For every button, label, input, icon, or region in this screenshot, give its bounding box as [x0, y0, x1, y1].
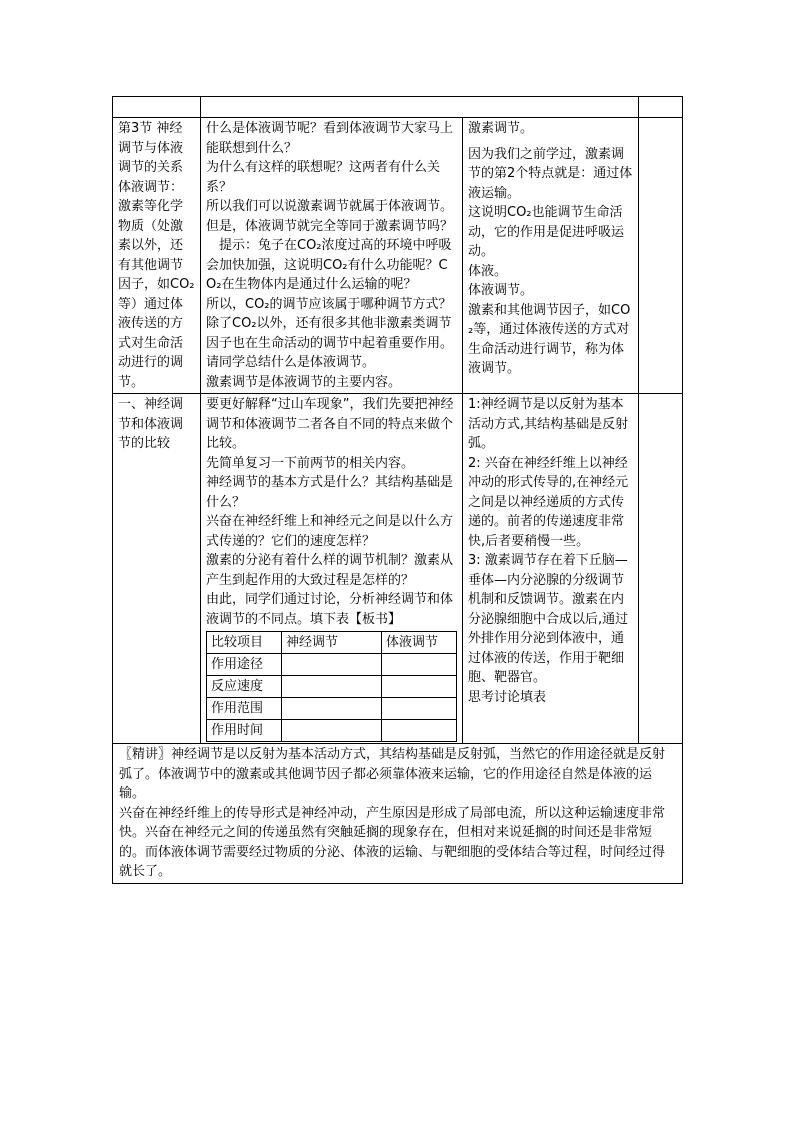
paragraph: 2: 兴奋在神经纤维上以神经冲动的形式传导的,在神经元之间是以神经递质的方式传递的。前者的传递速度非常快,后者要稍慢一些。 — [468, 455, 629, 549]
table-row — [113, 744, 683, 884]
paragraph: 先简单复习一下前两节的相关内容。 — [206, 455, 415, 471]
table-row — [113, 394, 683, 744]
paragraph: 思考讨论填表 — [468, 689, 547, 705]
paragraph: 因为我们之前学过，激素调节的第2个特点就是：通过体液运输。 — [468, 146, 633, 201]
explanation-cell — [113, 744, 683, 884]
paragraph: 所以我们可以说激素调节就属于体液调节。但是，体液调节就完全等同于激素调节吗？ — [206, 199, 454, 234]
lesson-plan-table — [112, 96, 683, 884]
paragraph: 兴奋在神经纤维上的传导形式是神经冲动，产生原因是形成了局部电流，所以这种运输速度非常快。兴奋在神经元之间的传递虽然有突触延搁的现象存在，但相对来说延搁的时间还是非常短的。而体液体调节需要经过物质的分泌、体液的运输、与靶细胞的受体结合等过程，时间经过得就长了。 — [119, 805, 666, 879]
student-activity-cell — [463, 118, 639, 394]
paragraph: 要更好解释“过山车现象”，我们先要把神经调节和体液调节二者各自不同的特点来做个比较。 — [206, 397, 454, 451]
definition-text: 体液调节：激素等化学物质（处激素以外，还有其他调节因子，如CO₂等）通过体液传送的方式对生命活动进行的调节。 — [118, 179, 195, 390]
empty-cell — [382, 720, 457, 742]
paragraph: 提示：兔子在CO₂浓度过高的环境中呼吸会加快加强，这说明CO₂有什么功能呢？CO₂在生物体内是通过什么运输的呢？ — [206, 238, 452, 292]
blank-cell — [639, 97, 683, 118]
empty-cell — [282, 676, 382, 698]
paragraph: 3: 激素调节存在着下丘脑—垂体—内分泌腺的分级调节机制和反馈调节。激素在内分泌腺细胞中合成以后,通过外排作用分泌到体液中，通过体液的传送，作用于靶细胞、靶器官。 — [468, 553, 629, 685]
section-title-cell — [113, 118, 201, 394]
paragraph: 1:神经调节是以反射为基本活动方式,其结构基础是反射弧。 — [468, 397, 629, 451]
blank-cell — [639, 394, 683, 744]
comparison-table — [206, 631, 457, 742]
paragraph: 除了CO₂以外，还有很多其他非激素类调节因子也在生命活动的调节中起着重要作用。请同学总结什么是体液调节。 — [206, 316, 454, 370]
paragraph: 体液。 — [468, 263, 508, 279]
paragraph: 体液调节。 — [468, 283, 534, 298]
student-activity-cell — [463, 394, 639, 744]
paragraph: 激素调节是体液调节的主要内容。 — [206, 374, 402, 390]
comparison-row — [207, 654, 457, 676]
column-header: 体液调节 — [382, 632, 457, 654]
comparison-row — [207, 676, 457, 698]
empty-cell — [382, 654, 457, 676]
section-title: 第3节 神经调节与体液调节的关系 — [118, 121, 184, 175]
table-header-row — [113, 97, 683, 118]
empty-cell — [382, 698, 457, 720]
section-title: 一、神经调节和体液调节的比较 — [118, 397, 184, 451]
paragraph: 由此，同学们通过讨论，分析神经调节和体液调节的不同点。填下表【板书】 — [206, 592, 454, 627]
table-row — [113, 118, 683, 394]
empty-cell — [282, 698, 382, 720]
paragraph: 激素和其他调节因子，如CO₂等，通过体液传送的方式对生命活动进行调节，称为体液调节。 — [468, 302, 631, 376]
paragraph: 这说明CO₂也能调节生命活动，它的作用是促进呼吸运动。 — [468, 205, 625, 259]
comparison-row — [207, 698, 457, 720]
blank-cell — [201, 97, 639, 118]
teacher-activity-cell — [201, 118, 463, 394]
empty-cell — [382, 676, 457, 698]
empty-cell — [282, 720, 382, 742]
comparison-row — [207, 720, 457, 742]
paragraph: 〖精讲〗神经调节是以反射为基本活动方式，其结构基础是反射弧，当然它的作用途径就是反射弧了。体液调节中的激素或其他调节因子都必须靠体液来运输，它的作用途径自然是体液的运输。 — [119, 747, 666, 801]
paragraph: 什么是体液调节呢？看到体液调节大家马上能联想到什么？ — [206, 121, 454, 156]
row-label: 反应速度 — [207, 676, 282, 698]
empty-cell — [282, 654, 382, 676]
paragraph: 神经调节的基本方式是什么？其结构基础是什么？ — [206, 475, 454, 510]
comparison-header-row — [207, 632, 457, 654]
section-title-cell — [113, 394, 201, 744]
row-label: 作用时间 — [207, 720, 282, 742]
blank-cell — [639, 118, 683, 394]
paragraph: 激素的分泌有着什么样的调节机制？激素从产生到起作用的大致过程是怎样的？ — [206, 553, 454, 588]
paragraph: 激素调节。 — [468, 121, 534, 136]
column-header: 比较项目 — [207, 632, 282, 654]
paragraph: 兴奋在神经纤维上和神经元之间是以什么方式传递的？它们的速度怎样？ — [206, 514, 454, 549]
row-label: 作用范围 — [207, 698, 282, 720]
blank-cell — [113, 97, 201, 118]
paragraph: 所以，CO₂的调节应该属于哪种调节方式？ — [206, 296, 452, 312]
row-label: 作用途径 — [207, 654, 282, 676]
paragraph: 为什么有这样的联想呢？这两者有什么关系？ — [206, 160, 441, 195]
column-header: 神经调节 — [282, 632, 382, 654]
teacher-activity-cell — [201, 394, 463, 744]
